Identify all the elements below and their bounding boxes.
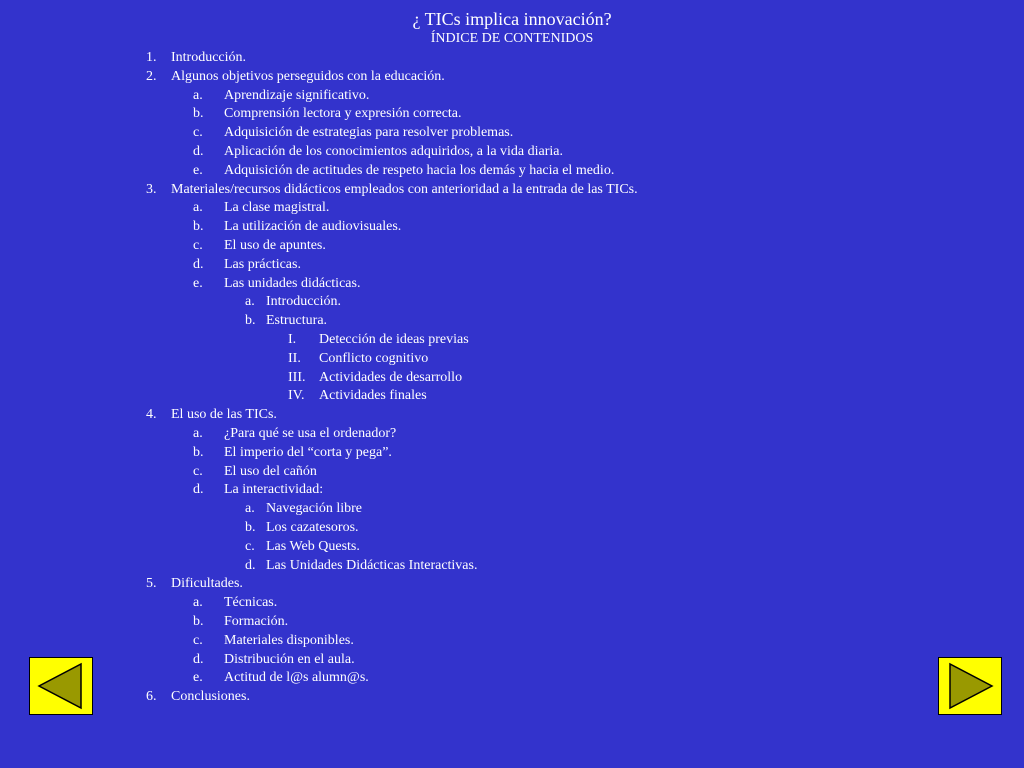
toc-item-text: Las unidades didácticas. bbox=[224, 275, 361, 291]
toc-item bbox=[0, 651, 1024, 670]
toc-item bbox=[0, 594, 1024, 613]
toc-item-number: b. bbox=[245, 519, 256, 535]
toc-item-text: Las prácticas. bbox=[224, 256, 301, 272]
toc-item-text: Conflicto cognitivo bbox=[319, 350, 429, 366]
toc-item bbox=[0, 105, 1024, 124]
toc-item bbox=[0, 293, 1024, 312]
toc-item bbox=[0, 331, 1024, 350]
toc-item-text: Materiales disponibles. bbox=[224, 632, 354, 648]
toc-item bbox=[0, 500, 1024, 519]
toc-item-number: III. bbox=[288, 369, 306, 385]
toc-item bbox=[0, 124, 1024, 143]
toc-item-text: Introducción. bbox=[171, 50, 247, 65]
toc-item bbox=[0, 87, 1024, 106]
toc-item bbox=[0, 613, 1024, 632]
toc-item-number: d. bbox=[245, 557, 256, 573]
slide-subtitle: ÍNDICE DE CONTENIDOS bbox=[430, 31, 594, 46]
toc-item-text: Actividades finales bbox=[319, 388, 427, 404]
toc-item-number: 4. bbox=[146, 407, 157, 423]
toc-item-text: Formación. bbox=[224, 613, 289, 629]
toc-item bbox=[0, 575, 1024, 594]
toc-item-number: c. bbox=[245, 538, 255, 554]
toc-item-number: 3. bbox=[146, 181, 157, 197]
toc-item-text: La interactividad: bbox=[224, 482, 324, 498]
toc-item bbox=[0, 181, 1024, 200]
toc-item bbox=[0, 256, 1024, 275]
toc-item-text: Conclusiones. bbox=[171, 689, 250, 705]
toc-item bbox=[0, 387, 1024, 406]
toc-item-number: b. bbox=[193, 219, 204, 235]
toc-item-number: a. bbox=[193, 425, 203, 441]
toc-item bbox=[0, 406, 1024, 425]
toc-item-text: El uso de las TICs. bbox=[171, 407, 277, 423]
toc-item bbox=[0, 444, 1024, 463]
toc-item-text: ¿Para qué se usa el ordenador? bbox=[224, 425, 397, 441]
toc-item-text: La clase magistral. bbox=[224, 200, 330, 216]
toc-item-number: c. bbox=[193, 237, 203, 253]
toc-item-number: c. bbox=[193, 125, 203, 141]
toc-item-number: II. bbox=[288, 350, 301, 366]
toc-item-number: e. bbox=[193, 670, 203, 686]
toc-item-text: Distribución en el aula. bbox=[224, 651, 355, 667]
toc-item-number: IV. bbox=[288, 388, 305, 404]
toc-item-text: Algunos objetivos perseguidos con la educación. bbox=[171, 68, 445, 84]
toc-item-text: Adquisición de estrategias para resolver problemas. bbox=[224, 125, 514, 141]
triangle-left-icon bbox=[30, 658, 92, 714]
toc-item-text: El uso de apuntes. bbox=[224, 237, 326, 253]
toc-item-number: b. bbox=[193, 613, 204, 629]
toc-item-number: d. bbox=[193, 482, 204, 498]
toc-item-number: 6. bbox=[146, 689, 157, 705]
toc-item bbox=[0, 538, 1024, 557]
toc-item bbox=[0, 143, 1024, 162]
toc-item-number: d. bbox=[193, 143, 204, 159]
toc-item bbox=[0, 632, 1024, 651]
toc-item-text: Detección de ideas previas bbox=[319, 331, 469, 347]
toc-item-number: e. bbox=[193, 275, 203, 291]
toc-item-number: c. bbox=[193, 632, 203, 648]
toc-item-number: a. bbox=[193, 200, 203, 216]
toc-item-text: Actitud de l@s alumn@s. bbox=[224, 670, 369, 686]
toc-item bbox=[0, 350, 1024, 369]
toc-item-number: 1. bbox=[146, 50, 157, 65]
toc-item bbox=[0, 669, 1024, 688]
toc-item-text: Navegación libre bbox=[266, 501, 363, 517]
toc-item-text: Técnicas. bbox=[224, 595, 278, 611]
toc-item bbox=[0, 481, 1024, 500]
toc-item-text: El imperio del “corta y pega”. bbox=[224, 444, 392, 460]
toc-item-number: a. bbox=[193, 87, 203, 103]
toc-item bbox=[0, 199, 1024, 218]
toc-item bbox=[0, 463, 1024, 482]
toc-item bbox=[0, 312, 1024, 331]
toc-item-number: b. bbox=[193, 106, 204, 122]
toc-item bbox=[0, 49, 1024, 68]
toc-item-text: La utilización de audiovisuales. bbox=[224, 219, 402, 235]
toc-item-text: Comprensión lectora y expresión correcta. bbox=[224, 106, 462, 122]
toc-item-number: a. bbox=[245, 501, 255, 517]
toc-item-text: Estructura. bbox=[266, 313, 328, 329]
toc-item bbox=[0, 425, 1024, 444]
toc-item-number: b. bbox=[245, 313, 256, 329]
toc-item bbox=[0, 218, 1024, 237]
toc-item-text: Dificultades. bbox=[171, 576, 243, 592]
toc-item bbox=[0, 688, 1024, 707]
toc-item-number: d. bbox=[193, 651, 204, 667]
toc-item-number: 5. bbox=[146, 576, 157, 592]
toc-item-text: Las Web Quests. bbox=[266, 538, 360, 554]
next-slide-button[interactable] bbox=[938, 657, 1002, 715]
toc-item-text: Los cazatesoros. bbox=[266, 519, 359, 535]
toc-item bbox=[0, 275, 1024, 294]
toc-item-text: Materiales/recursos didácticos empleados con anterioridad a la entrada de las TICs. bbox=[171, 181, 638, 197]
toc-item-number: e. bbox=[193, 162, 203, 178]
toc-item-number: a. bbox=[245, 294, 255, 310]
table-of-contents bbox=[0, 49, 1024, 707]
toc-item-number: I. bbox=[288, 331, 297, 347]
toc-item bbox=[0, 369, 1024, 388]
triangle-right-icon bbox=[939, 658, 1001, 714]
toc-item-text: Aplicación de los conocimientos adquiridos, a la vida diaria. bbox=[224, 143, 564, 159]
toc-item-text: Actividades de desarrollo bbox=[319, 369, 463, 385]
toc-item bbox=[0, 162, 1024, 181]
toc-item-text: El uso del cañón bbox=[224, 463, 317, 479]
toc-item-text: Introducción. bbox=[266, 294, 342, 310]
toc-item-text: Adquisición de actitudes de respeto hacia los demás y hacia el medio. bbox=[224, 162, 615, 178]
toc-item-number: d. bbox=[193, 256, 204, 272]
toc-item-number: b. bbox=[193, 444, 204, 460]
toc-item bbox=[0, 237, 1024, 256]
toc-item-number: a. bbox=[193, 595, 203, 611]
toc-item bbox=[0, 519, 1024, 538]
toc-item bbox=[0, 68, 1024, 87]
toc-item bbox=[0, 557, 1024, 576]
toc-item-text: Aprendizaje significativo. bbox=[224, 87, 370, 103]
toc-item-text: Las Unidades Didácticas Interactivas. bbox=[266, 557, 478, 573]
toc-item-number: c. bbox=[193, 463, 203, 479]
slide-title: ¿ TICs implica innovación? bbox=[412, 9, 612, 29]
previous-slide-button[interactable] bbox=[29, 657, 93, 715]
toc-item-number: 2. bbox=[146, 68, 157, 84]
